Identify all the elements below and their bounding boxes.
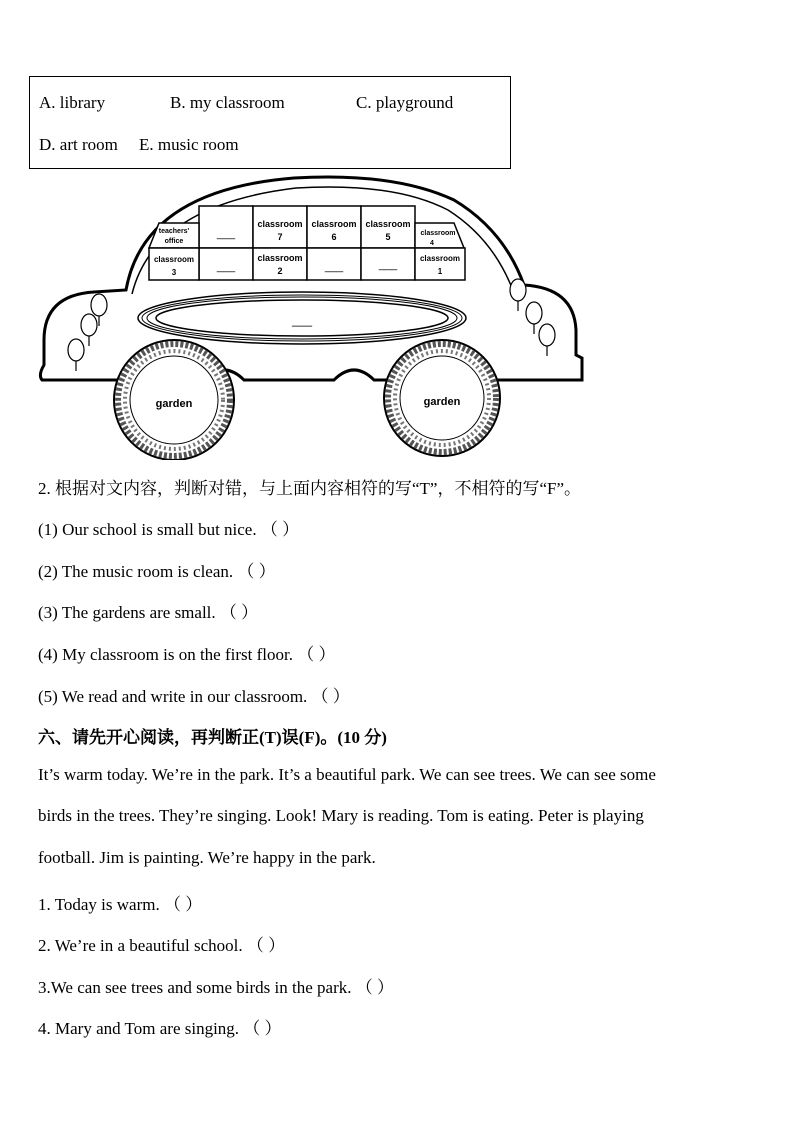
section2-item-5: (5) We read and write in our classroom. （ ） bbox=[38, 687, 350, 706]
section2-item-4: (4) My classroom is on the first floor. （ ） bbox=[38, 645, 336, 664]
section2-item-1: (1) Our school is small but nice. （ ） bbox=[38, 520, 300, 539]
blank-label-top-1: ___ bbox=[216, 228, 236, 240]
classroom-5-number: 5 bbox=[385, 232, 391, 242]
option-e: E. music room bbox=[139, 135, 239, 154]
passage-line-2: birds in the trees. They’re singing. Look! Mary is reading. Tom is eating. Peter is playing bbox=[38, 806, 644, 825]
classroom-1-number: 1 bbox=[437, 267, 443, 276]
options-box bbox=[29, 76, 511, 169]
passage-line-3: football. Jim is painting. We’re happy in the park. bbox=[38, 848, 376, 867]
classroom-5-word: classroom bbox=[365, 219, 411, 229]
classroom-2-number: 2 bbox=[277, 266, 283, 276]
garden-left-label: garden bbox=[155, 398, 193, 410]
classroom-3-word: classroom bbox=[153, 255, 195, 264]
option-b: B. my classroom bbox=[170, 93, 285, 112]
classroom-2-word: classroom bbox=[257, 253, 303, 263]
section2-instruction: 2. 根据对文内容，判断对错，与上面内容相符的写“T”，不相符的写“F”。 bbox=[38, 479, 582, 498]
blank-label-bottom-3: ___ bbox=[324, 261, 344, 273]
classroom-6-number: 6 bbox=[331, 232, 337, 242]
school-map-car bbox=[34, 170, 594, 460]
section6-item-3: 3.We can see trees and some birds in the park. （ ） bbox=[38, 978, 394, 997]
blank-label-bottom-4: ___ bbox=[378, 259, 398, 271]
section6-item-4: 4. Mary and Tom are singing. （ ） bbox=[38, 1019, 282, 1038]
classroom-4-number: 4 bbox=[430, 240, 434, 247]
option-c: C. playground bbox=[356, 93, 454, 112]
classroom-3-number: 3 bbox=[171, 268, 177, 277]
section6-heading: 六、请先开心阅读，再判断正(T)误(F)。(10 分) bbox=[38, 728, 387, 747]
classroom-1-word: classroom bbox=[419, 254, 461, 263]
classroom-7-word: classroom bbox=[257, 219, 303, 229]
passage-line-1: It’s warm today. We’re in the park. It’s a beautiful park. We can see trees. We can see some bbox=[38, 765, 656, 784]
section6-item-2: 2. We’re in a beautiful school. （ ） bbox=[38, 936, 286, 955]
section2-item-3: (3) The gardens are small. （ ） bbox=[38, 603, 259, 622]
blank-label-bottom-1: ___ bbox=[216, 261, 236, 273]
teachers-office-label-1: teachers' bbox=[158, 228, 190, 235]
classroom-4-word: classroom bbox=[420, 230, 456, 237]
garden-right-label: garden bbox=[423, 396, 461, 408]
section6-item-1: 1. Today is warm. （ ） bbox=[38, 895, 203, 914]
classroom-6-word: classroom bbox=[311, 219, 357, 229]
blank-label-field: ___ bbox=[291, 313, 313, 327]
option-d: D. art room bbox=[39, 135, 118, 154]
classroom-7-number: 7 bbox=[277, 232, 283, 242]
section2-item-2: (2) The music room is clean. （ ） bbox=[38, 562, 276, 581]
option-a: A. library bbox=[39, 93, 106, 112]
teachers-office-label-2: office bbox=[164, 238, 184, 245]
